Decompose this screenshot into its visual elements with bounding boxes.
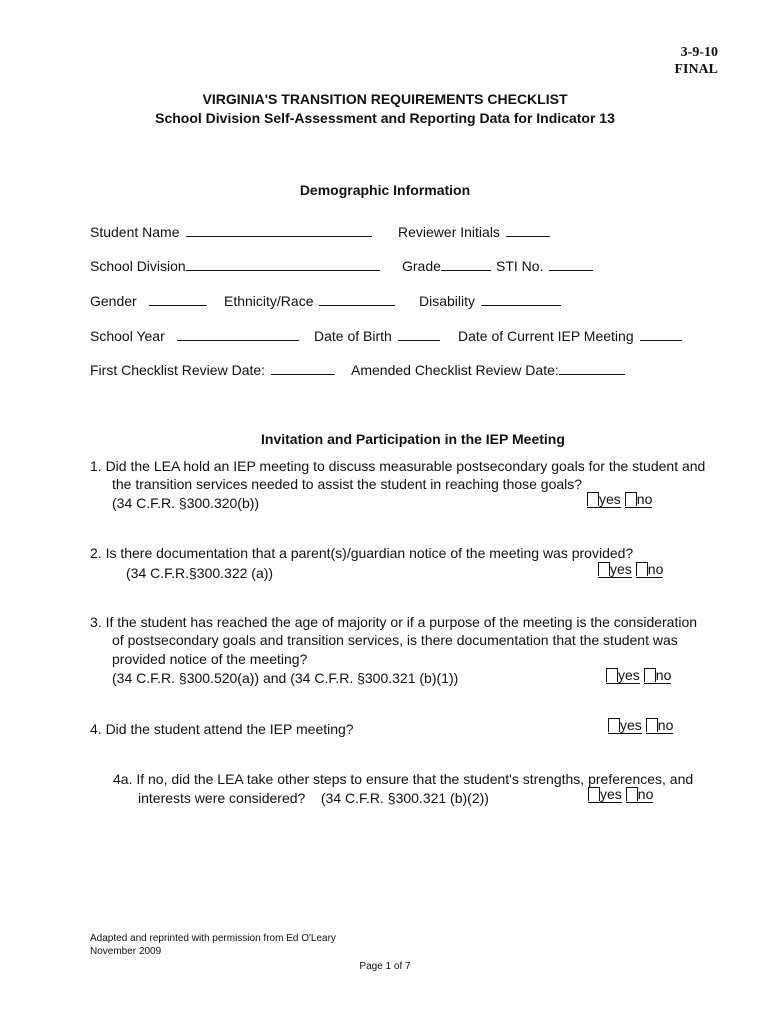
question-1-citation: (34 C.F.R. §300.320(b)) <box>112 495 260 511</box>
first-review-row <box>90 362 335 378</box>
gender-row <box>90 293 207 309</box>
checkbox-icon[interactable] <box>606 668 618 682</box>
question-3-citation: (34 C.F.R. §300.520(a)) and (34 C.F.R. §300.321 (b)(1)) <box>112 670 459 686</box>
question-1-yes[interactable]: yes <box>587 491 621 508</box>
checkbox-icon[interactable] <box>625 492 637 506</box>
first-review-label: First Checklist Review Date: <box>90 362 266 378</box>
amended-review-field[interactable] <box>559 362 625 375</box>
reviewer-initials-row <box>398 224 550 240</box>
school-division-label: School Division <box>90 258 186 274</box>
checkbox-icon[interactable] <box>598 562 610 576</box>
sti-field[interactable] <box>549 258 593 271</box>
question-3-yes[interactable]: yes <box>606 667 640 684</box>
question-3-line-3: provided notice of the meeting? <box>112 651 308 667</box>
question-4a-citation: (34 C.F.R. §300.321 (b)(2)) <box>320 790 489 806</box>
revision-status: FINAL <box>674 62 718 77</box>
sti-row <box>496 258 593 274</box>
grade-field[interactable] <box>441 258 491 271</box>
question-2-line-1: 2. Is there documentation that a parent(s)/guardian notice of the meeting was provided? <box>90 545 634 561</box>
question-4a-line-2: interests were considered? (34 C.F.R. §300.321 (b)(2)) <box>138 790 489 806</box>
checkbox-icon[interactable] <box>626 787 638 801</box>
section-heading: Invitation and Participation in the IEP Meeting <box>261 431 565 447</box>
iep-date-label: Date of Current IEP Meeting <box>458 328 634 344</box>
sti-label: STI No. <box>496 258 544 274</box>
checkbox-icon[interactable] <box>646 718 658 732</box>
dob-row <box>314 328 440 344</box>
question-3-line-2: of postsecondary goals and transition services, is there documentation that the student was <box>112 632 678 648</box>
question-3-no[interactable]: no <box>644 667 672 684</box>
question-2-no[interactable]: no <box>636 561 664 578</box>
student-name-row <box>90 224 372 240</box>
checkbox-icon[interactable] <box>608 718 620 732</box>
question-2-options <box>598 561 663 578</box>
question-4a-yes[interactable]: yes <box>588 786 622 803</box>
disability-label: Disability <box>419 293 476 309</box>
disability-row <box>419 293 561 309</box>
first-review-field[interactable] <box>271 362 335 375</box>
reviewer-initials-label: Reviewer Initials <box>398 224 500 240</box>
page-title: VIRGINIA'S TRANSITION REQUIREMENTS CHECKLIST <box>202 91 568 107</box>
question-3-line-1: 3. If the student has reached the age of majority or if a purpose of the meeting is the consideration <box>90 614 698 630</box>
gender-label: Gender <box>90 293 137 309</box>
question-3-options <box>606 667 671 684</box>
gender-field[interactable] <box>149 293 207 306</box>
student-name-label: Student Name <box>90 224 180 240</box>
question-4-yes[interactable]: yes <box>608 717 642 734</box>
page-subtitle: School Division Self-Assessment and Reporting Data for Indicator 13 <box>155 110 615 126</box>
checkbox-icon[interactable] <box>587 492 599 506</box>
school-year-field[interactable] <box>177 328 299 341</box>
reviewer-initials-field[interactable] <box>506 224 550 237</box>
ethnicity-row <box>224 293 395 309</box>
question-1-line-2: the transition services needed to assist the student in reaching those goals? <box>112 476 583 492</box>
question-1-no[interactable]: no <box>625 491 653 508</box>
footer-credit: Adapted and reprinted with permission from Ed O'Leary <box>90 933 336 944</box>
page-number: Page 1 of 7 <box>359 961 411 972</box>
footer-date: November 2009 <box>90 946 162 957</box>
demographics-heading: Demographic Information <box>299 182 471 198</box>
question-2-citation: (34 C.F.R.§300.322 (a)) <box>126 565 274 581</box>
question-1-options <box>587 491 652 508</box>
question-4-options <box>608 717 673 734</box>
question-4a-no[interactable]: no <box>626 786 654 803</box>
question-4-line-1: 4. Did the student attend the IEP meeting? <box>90 721 354 737</box>
school-year-label: School Year <box>90 328 165 344</box>
revision-date: 3-9-10 <box>680 45 718 60</box>
amended-review-label: Amended Checklist Review Date: <box>351 362 559 378</box>
grade-row <box>402 258 491 274</box>
ethnicity-label: Ethnicity/Race <box>224 293 314 309</box>
question-4-no[interactable]: no <box>646 717 674 734</box>
question-4a-line-1: 4a. If no, did the LEA take other steps to ensure that the student's strengths, preferences, and <box>113 771 694 787</box>
disability-field[interactable] <box>481 293 561 306</box>
amended-review-row <box>351 362 625 378</box>
checkbox-icon[interactable] <box>644 668 656 682</box>
question-4a-options <box>588 786 653 803</box>
dob-label: Date of Birth <box>314 328 392 344</box>
question-2-yes[interactable]: yes <box>598 561 632 578</box>
checkbox-icon[interactable] <box>636 562 648 576</box>
grade-label: Grade <box>402 258 441 274</box>
question-1-line-1: 1. Did the LEA hold an IEP meeting to discuss measurable postsecondary goals for the student and <box>90 458 706 474</box>
school-year-row <box>90 328 299 344</box>
iep-date-row <box>458 328 682 344</box>
dob-field[interactable] <box>398 328 440 341</box>
school-division-row <box>90 258 380 274</box>
checkbox-icon[interactable] <box>588 787 600 801</box>
ethnicity-field[interactable] <box>319 293 395 306</box>
school-division-field[interactable] <box>186 258 380 271</box>
iep-date-field[interactable] <box>640 328 682 341</box>
student-name-field[interactable] <box>186 224 372 237</box>
